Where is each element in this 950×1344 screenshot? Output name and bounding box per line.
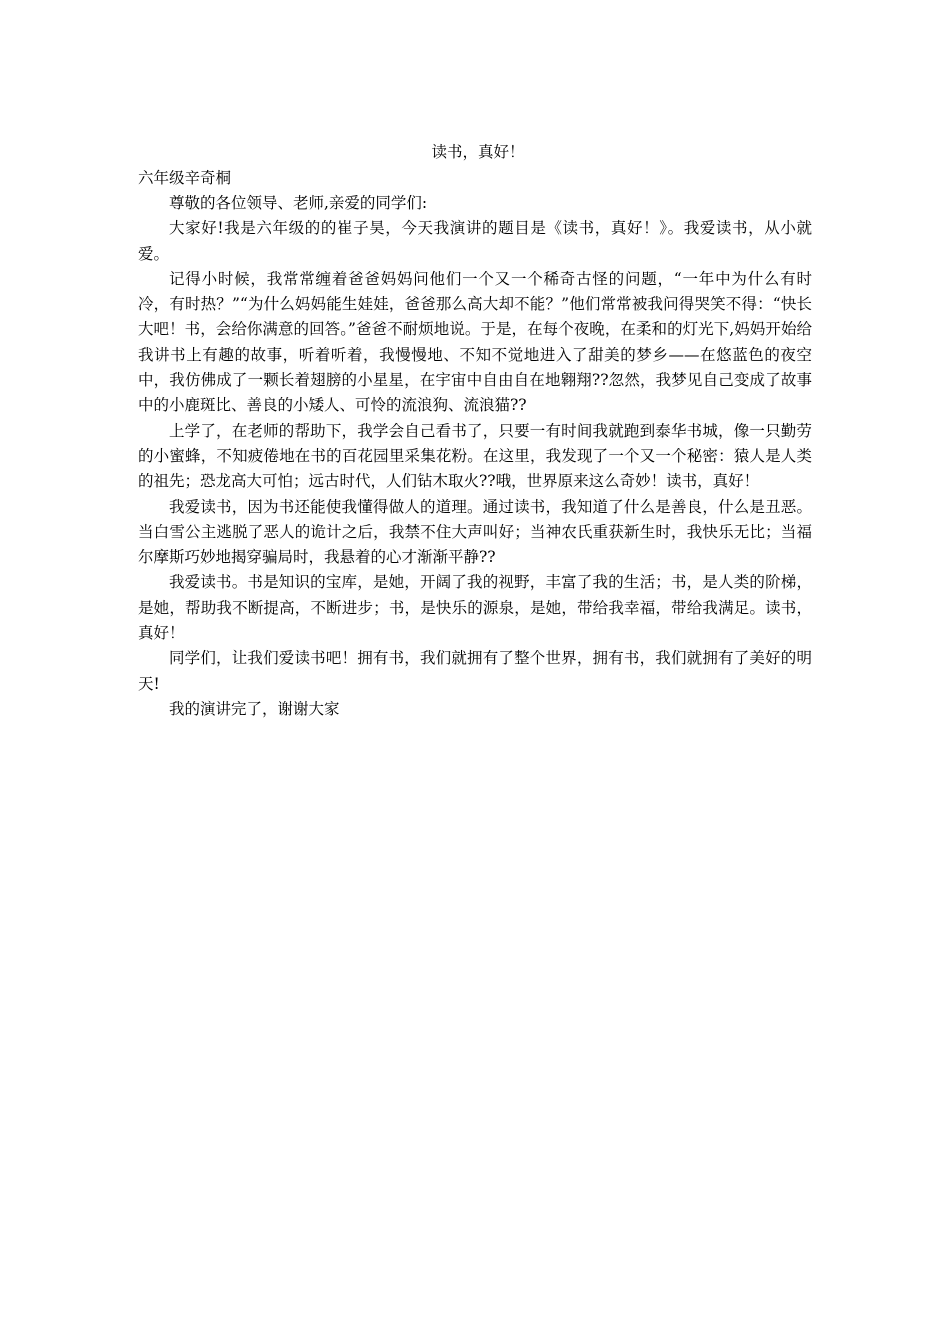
paragraph-school: 上学了，在老师的帮助下，我学会自己看书了，只要一有时间我就跑到泰华书城，像一只勤劳的小蜜蜂，不知疲倦地在书的百花园里采集花粉。在这里，我发现了一个又一个秘密：猿人是人类的祖先；恐龙高大可怕；远古时代，人们钻木取火??哦，世界原来这么奇妙！读书，真好！ xyxy=(138,421,812,491)
paragraph-childhood: 记得小时候，我常常缠着爸爸妈妈问他们一个又一个稀奇古怪的问题，“一年中为什么有时冷，有时热？”“为什么妈妈能生娃娃，爸爸那么高大却不能？”他们常常被我问得哭笑不得：“快长大吧！书，会给你满意的回答。”爸爸不耐烦地说。于是，在每个夜晚，在柔和的灯光下,妈妈开始给我讲书上有趣的故事，听着听着，我慢慢地、不知不觉地进入了甜美的梦乡——在悠蓝色的夜空中，我仿佛成了一颗长着翅膀的小星星，在宇宙中自由自在地翱翔??忽然，我梦见自己变成了故事中的小鹿斑比、善良的小矮人、可怜的流浪狗、流浪猫?? xyxy=(138,269,812,415)
paragraph-greeting: 尊敬的各位领导、老师,亲爱的同学们: xyxy=(169,194,428,212)
paragraph-call-to-action: 同学们，让我们爱读书吧！拥有书，我们就拥有了整个世界，拥有书，我们就拥有了美好的明天! xyxy=(138,649,812,693)
paragraph-morals: 我爱读书，因为书还能使我懂得做人的道理。通过读书，我知道了什么是善良，什么是丑恶。当白雪公主逃脱了恶人的诡计之后，我禁不住大声叫好；当神农氏重获新生时，我快乐无比；当福尔摩斯巧妙地揭穿骗局时，我悬着的心才渐渐平静?? xyxy=(138,497,812,567)
paragraph-closing: 我的演讲完了，谢谢大家 xyxy=(169,699,340,718)
document-title: 读书，真好！ xyxy=(431,143,525,161)
paragraph-love-reading: 我爱读书。书是知识的宝库，是她，开阔了我的视野，丰富了我的生活；书，是人类的阶梯，是她，帮助我不断提高，不断进步；书，是快乐的源泉，是她，带给我幸福，带给我满足。读书，真好！ xyxy=(138,573,812,643)
author-line: 六年级辛奇桐 xyxy=(138,169,232,187)
paragraph-intro: 大家好!我是六年级的的崔子昊，今天我演讲的题目是《读书，真好！》。我爱读书，从小就爱。 xyxy=(138,219,812,263)
document-page xyxy=(138,139,812,722)
